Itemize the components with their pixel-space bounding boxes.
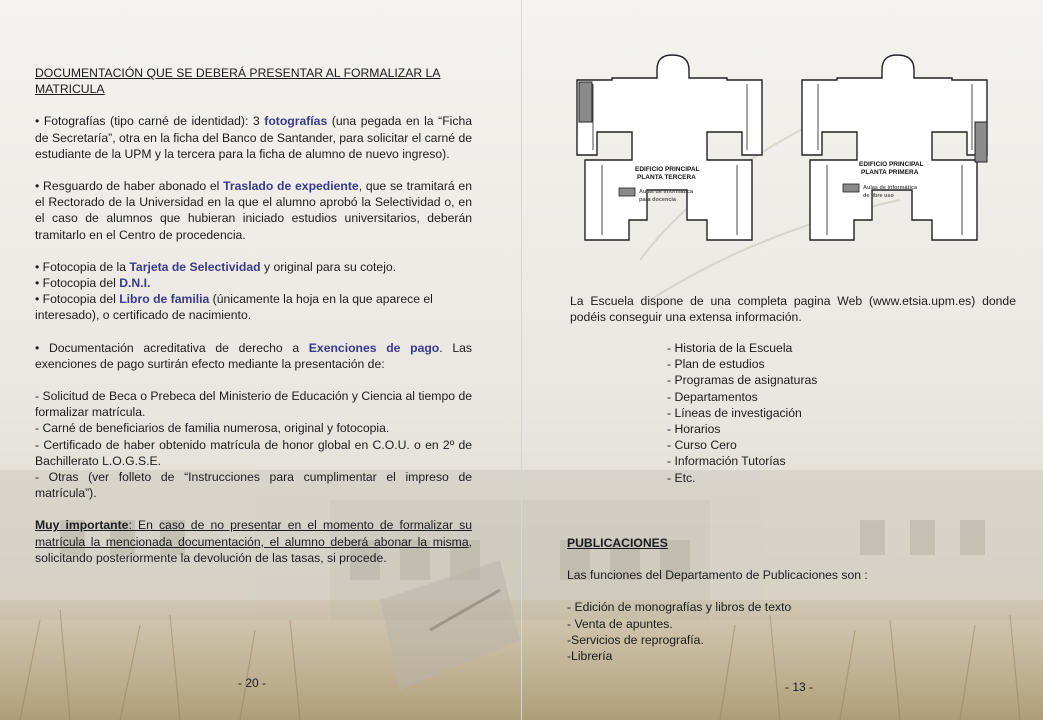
documentation-heading: DOCUMENTACIÓN QUE SE DEBERÁ PRESENTAR AL FORMALIZAR LA MATRICULA [35, 66, 441, 97]
list-item: - Edición de monografías y libros de texto [567, 600, 792, 615]
plan-right-legend1: Aulas de informática [863, 185, 918, 191]
list-item: - Departamentos [667, 389, 758, 404]
important-label: Muy importante [35, 518, 129, 533]
classroom-highlight-right [975, 122, 987, 162]
page-number-left: - 20 - [238, 676, 267, 690]
text-span: • Fotografías (tipo carné de identidad): 3 [35, 114, 265, 129]
list-item: - Carné de beneficiarios de familia numerosa, original y fotocopia. [35, 421, 390, 436]
highlight-dni: D.N.I. [119, 276, 151, 291]
highlight-transfer: Traslado de expediente [223, 179, 359, 194]
text-span: . Las exenciones de pago surtirán efecto mediante la presentación de: [35, 340, 472, 371]
plan-third-floor [577, 55, 762, 240]
exemptions-paragraph [35, 340, 472, 372]
publications-heading: PUBLICACIONES [567, 536, 668, 550]
list-item: - Venta de apuntes. [567, 616, 673, 631]
list-item: - Otras (ver folleto de “Instrucciones para cumplimentar el impreso de matrícula”). [35, 470, 472, 501]
classroom-highlight-left [579, 82, 592, 122]
floor-plans-drawing [567, 50, 997, 255]
plan-left-legend2: para docencia [639, 197, 676, 203]
text-span: • Resguardo de haber abonado el [35, 179, 224, 194]
photocopies-paragraph [35, 259, 472, 324]
publications-section [567, 535, 997, 664]
exemption-documents-list [35, 388, 472, 501]
list-item: - Plan de estudios [667, 357, 765, 372]
plan-right-title2: PLANTA PRIMERA [861, 169, 919, 176]
website-intro-text: La Escuela dispone de una completa pagina Web (www.etsia.upm.es) donde podéis conseguir una extensa información. [570, 294, 1016, 325]
text-span: • Documentación acreditativa de derecho a [35, 340, 309, 355]
list-item: - Historia de la Escuela [667, 341, 793, 355]
transfer-paragraph [35, 178, 472, 243]
website-contents-list [667, 340, 817, 486]
list-item: - Curso Cero [667, 438, 737, 453]
important-underlined-text: : En caso de no presentar en el momento de formalizar su matrícula la mencionada documentación, el alumno deberá abonar la misma [35, 518, 473, 549]
text-span: • Fotocopia de la [35, 259, 130, 274]
plan-right-legend2: de libre uso [863, 193, 894, 199]
list-item: - Líneas de investigación [667, 405, 802, 420]
plan-left-title2: PLANTA TERCERA [637, 174, 696, 181]
list-item: - Programas de asignaturas [667, 373, 818, 388]
plan-right-title1: EDIFICIO PRINCIPAL [859, 161, 924, 168]
text-span: • Fotocopia del [35, 276, 120, 291]
list-item: - Certificado de haber obtenido matrícula de honor global en C.O.U. o en 2º de Bachillerato L.O.G.S.E. [35, 437, 472, 468]
plan-first-floor [802, 55, 987, 240]
list-item: - Información Tutorías [667, 454, 786, 469]
list-item: -Librería [567, 649, 613, 664]
list-item: - Solicitud de Beca o Prebeca del Ministerio de Educación y Ciencia al tiempo de formalizar matrícula. [35, 389, 472, 420]
legend-swatch-left [619, 188, 635, 196]
highlight-selectividad: Tarjeta de Selectividad [129, 259, 261, 274]
highlight-photos: fotografías [264, 114, 328, 129]
legend-swatch-right [843, 184, 859, 192]
plan-left-legend1: Aulas de informática [639, 189, 694, 195]
website-intro [570, 293, 1016, 325]
important-note [35, 517, 472, 566]
list-item: - Horarios [667, 422, 721, 437]
right-page [522, 0, 1043, 720]
text-span: y original para su cotejo. [260, 259, 397, 274]
plan-left-title1: EDIFICIO PRINCIPAL [635, 166, 700, 173]
photos-paragraph [35, 113, 472, 162]
left-text-column [35, 65, 472, 582]
text-span: (una pegada en la “Ficha de Secretaría”, otra en la ficha del Banco de Santander, para solicitar el carné de estudiante de la UPM y la tercera para la ficha de alumno de nuevo ingreso). [35, 114, 472, 161]
text-span: , que se tramitará en el Rectorado de la Universidad en la que el alumno aprobó la Selectividad o, en el caso de alumnos que hubieran iniciado estudios universitarios, deberán tramitarlo en el Centro de procedencia. [35, 179, 472, 242]
list-item: -Servicios de reprografía. [567, 632, 704, 647]
publications-intro: Las funciones del Departamento de Publicaciones son : [567, 568, 868, 583]
highlight-family-book: Libro de familia [119, 292, 210, 307]
page-number-right: - 13 - [785, 680, 814, 694]
floor-plans [567, 50, 997, 255]
list-item: - Etc. [667, 470, 696, 485]
text-span: • Fotocopia del [35, 292, 120, 307]
text-span: (únicamente la hoja en la que aparece el interesado), o certificado de nacimiento. [35, 292, 433, 323]
text-span: , solicitando posteriormente la devolución de las tasas, si procede. [35, 534, 472, 565]
highlight-exemptions: Exenciones de pago [308, 340, 440, 355]
